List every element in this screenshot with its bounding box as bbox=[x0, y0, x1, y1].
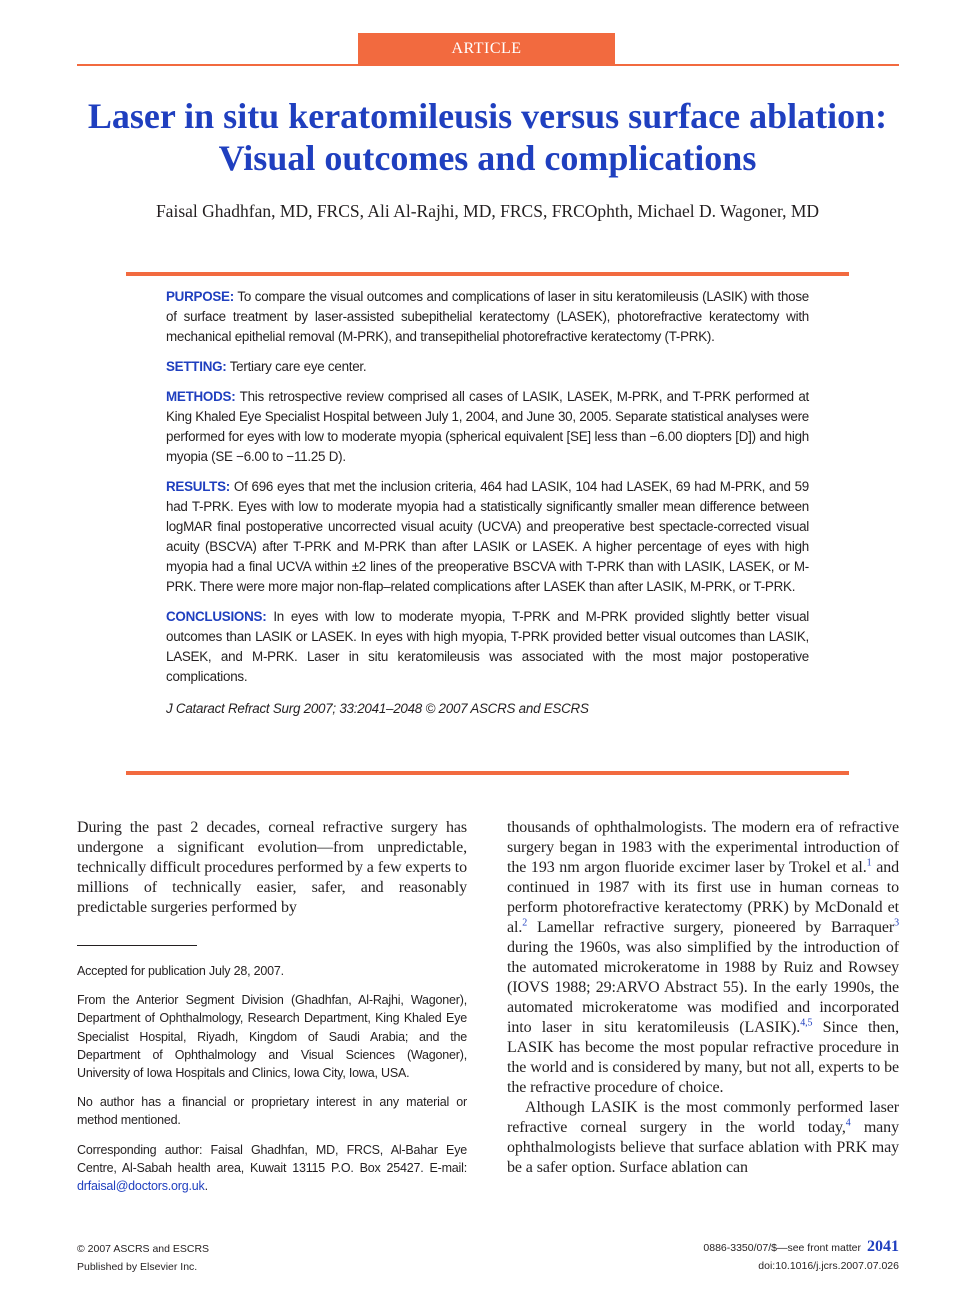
section-tab: ARTICLE bbox=[358, 33, 615, 65]
purpose-text: To compare the visual outcomes and complications of laser in situ keratomileusis (LASIK) with those of surface treatment by laser-assisted subepithelial keratectomy (LASEK), photorefractive keratectomy with mechanical epithelial removal (M-PRK), and transepithelial photorefractive keratectomy (T-PRK). bbox=[166, 289, 809, 344]
publisher-line: Published by Elsevier Inc. bbox=[77, 1261, 198, 1273]
reference-link-1[interactable]: 1 bbox=[866, 857, 872, 869]
copyright-line: © 2007 ASCRS and ESCRS bbox=[77, 1243, 210, 1255]
history-text-1: thousands of ophthalmologists. The modern era of refractive surgery began in 1983 with the experimental introduction of the 193 nm argon fluoride excimer laser by Trokel et al. bbox=[507, 819, 899, 876]
history-text-4: during the 1960s, was also simplified by the introduction of the automated microkeratome in 1988 by Ruiz and Rowsey (IOVS 1988; 29:ARVO Abstract 55). In the early 1990s, the automated microkeratome was modified and incorporated into laser in situ keratomileusis (LASIK). bbox=[507, 939, 899, 1036]
results-label: RESULTS: bbox=[166, 479, 230, 494]
body-column-left bbox=[77, 818, 467, 918]
disclosure-note: No author has a financial or proprietary interest in any material or method mentioned. bbox=[77, 1095, 467, 1128]
abstract-results bbox=[166, 477, 809, 597]
body-column-right bbox=[507, 818, 899, 1178]
email-link[interactable]: drfaisal@doctors.org.uk bbox=[77, 1179, 205, 1194]
corresponding-end: . bbox=[204, 1179, 208, 1194]
reference-link-2[interactable]: 2 bbox=[522, 917, 528, 929]
setting-label: SETTING: bbox=[166, 359, 227, 374]
article-title: Laser in situ keratomileusis versus surface ablation: Visual outcomes and complications bbox=[87, 96, 888, 178]
doi-line: doi:10.1016/j.jcrs.2007.07.026 bbox=[758, 1260, 899, 1272]
conclusions-text: In eyes with low to moderate myopia, T-PRK and M-PRK provided slightly better visual outcomes than LASIK or LASEK. In eyes with high myopia, T-PRK provided better visual outcomes than LASIK, LASEK, and M-PRK. Laser in situ keratomileusis was associated with the most major postoperative complications. bbox=[166, 609, 809, 684]
abstract-conclusions bbox=[166, 607, 809, 687]
accepted-note: Accepted for publication July 28, 2007. bbox=[77, 964, 284, 978]
corresponding-note bbox=[77, 1141, 467, 1196]
reference-link-4[interactable]: 4 bbox=[845, 1117, 851, 1129]
footnote-rule bbox=[77, 945, 197, 946]
intro-paragraph: During the past 2 decades, corneal refractive surgery has undergone a significant evolution—from unpredictable, technically difficult procedures performed by a few experts to millions of technically easier, safer, and reasonably predictable surgeries performed by bbox=[77, 819, 467, 916]
corresponding-text: Corresponding author: Faisal Ghadhfan, MD, FRCS, Al-Bahar Eye Centre, Al-Sabah health area, Kuwait 13115 P.O. Box 25427. E-mail: bbox=[77, 1142, 467, 1175]
header-rule bbox=[77, 64, 899, 66]
purpose-label: PURPOSE: bbox=[166, 289, 234, 304]
page-number: 2041 bbox=[867, 1238, 899, 1255]
history-text-3: Lamellar refractive surgery, pioneered by Barraquer bbox=[527, 919, 895, 936]
lasik-text-1: Although LASIK is the most commonly performed laser refractive corneal surgery in the world today, bbox=[507, 1099, 899, 1136]
setting-text: Tertiary care eye center. bbox=[226, 359, 367, 374]
abstract-methods bbox=[166, 387, 809, 467]
author-list: Faisal Ghadhfan, MD, FRCS, Ali Al-Rajhi, MD, FRCS, FRCOphth, Michael D. Wagoner, MD bbox=[155, 201, 820, 221]
methods-label: METHODS: bbox=[166, 389, 236, 404]
abstract-top-rule bbox=[126, 272, 849, 276]
footnotes bbox=[77, 962, 467, 1206]
abstract-setting bbox=[166, 357, 809, 377]
lasik-text-2: many ophthalmologists believe that surface ablation with PRK may be a safer option. Surface ablation can bbox=[507, 1119, 899, 1176]
methods-text: This retrospective review comprised all cases of LASIK, LASEK, M-PRK, and T-PRK performed at King Khaled Eye Specialist Hospital between July 1, 2004, and June 30, 2005. Separate statistical analyses were performed for eyes with low to moderate myopia (spherical equivalent [SE] less than −6.00 diopters [D]) and high myopia (SE −6.00 to −11.25 D). bbox=[166, 389, 809, 464]
results-text: Of 696 eyes that met the inclusion criteria, 464 had LASIK, 104 had LASEK, 69 had M-PRK, and 59 had T-PRK. Eyes with low to moderate myopia had a statistically significantly smaller mean difference between logMAR final postoperative uncorrected visual acuity (UCVA) and preoperative best spectacle-corrected visual acuity (BSCVA) after T-PRK and M-PRK than after LASIK or LASEK. A higher percentage of eyes with high myopia had a final UCVA within ±2 lines of the preoperative BSCVA with T-PRK than with LASIK, LASEK, or M-PRK. There were more major non-flap–related complications after LASEK than after LASIK, M-PRK, or T-PRK. bbox=[166, 479, 809, 594]
footer-right bbox=[703, 1238, 899, 1275]
history-text-5: Since then, LASIK has become the most popular refractive procedure in the world and is considered by many, but not all, experts to be the refractive procedure of choice. bbox=[507, 1019, 899, 1096]
issn-line bbox=[703, 1238, 899, 1257]
history-text-2: and continued in 1987 with its first use in human corneas to perform photorefractive keratectomy (PRK) by McDonald et al. bbox=[507, 859, 899, 936]
abstract bbox=[166, 287, 809, 729]
lasik-paragraph bbox=[507, 1098, 899, 1178]
journal-citation: J Cataract Refract Surg 2007; 33:2041–2048 © 2007 ASCRS and ESCRS bbox=[166, 701, 589, 716]
footer-left bbox=[77, 1240, 209, 1276]
abstract-purpose bbox=[166, 287, 809, 347]
conclusions-label: CONCLUSIONS: bbox=[166, 609, 267, 624]
reference-link-3[interactable]: 3 bbox=[894, 917, 899, 929]
reference-link-4-5[interactable]: 4,5 bbox=[800, 1017, 813, 1029]
history-paragraph bbox=[507, 818, 899, 1098]
affiliation-note: From the Anterior Segment Division (Ghadhfan, Al-Rajhi, Wagoner), Department of Ophthalmology, Research Department, King Khaled Eye Specialist Hospital, Riyadh, Kingdom of Saudi Arabia; and the Department of Ophthalmology and Visual Sciences (Wagoner), University of Iowa Hospitals and Clinics, Iowa City, Iowa, USA. bbox=[77, 993, 467, 1081]
issn-text: 0886-3350/07/$—see front matter bbox=[703, 1242, 861, 1254]
abstract-bottom-rule bbox=[126, 771, 849, 775]
